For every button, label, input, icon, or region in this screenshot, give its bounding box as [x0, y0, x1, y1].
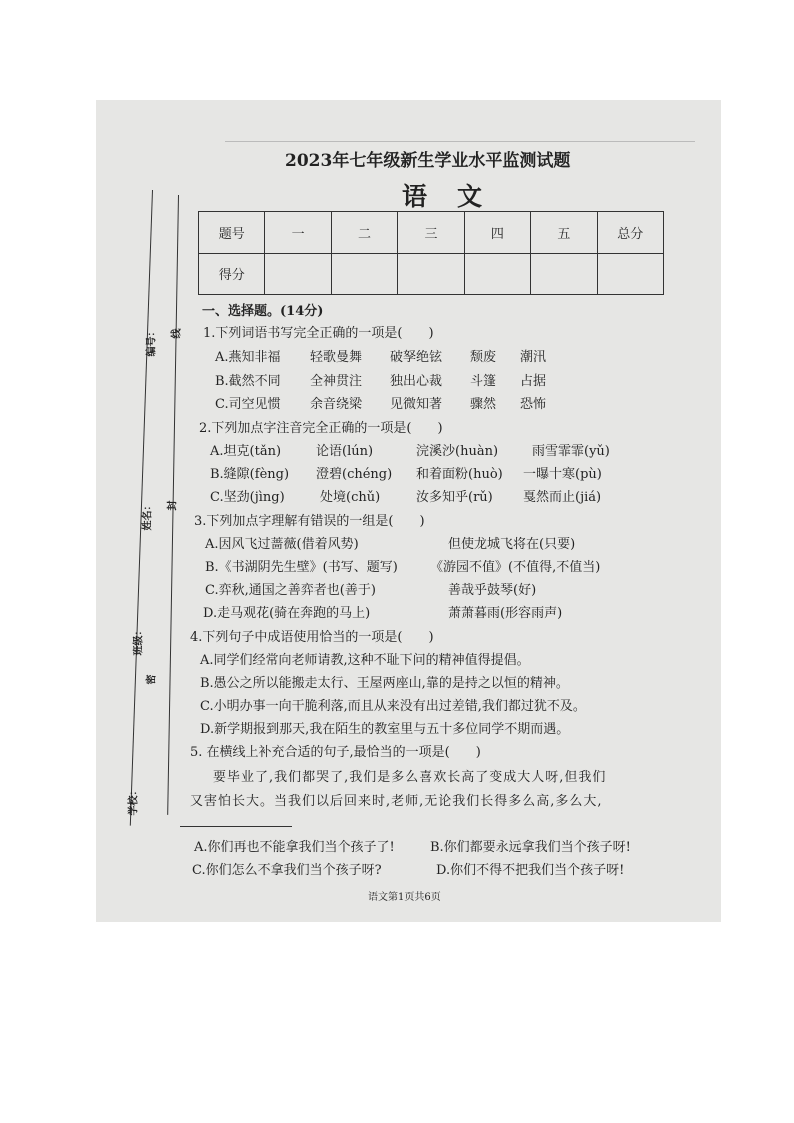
q1-option-a-5: 潮汛: [520, 350, 547, 365]
score-cell-5: 五: [531, 212, 597, 254]
question-3-stem: 3.下列加点字理解有错误的一组是( ): [194, 514, 425, 529]
q5-passage-line-1: 要毕业了,我们都哭了,我们是多么喜欢长高了变成大人呀,但我们: [213, 770, 607, 785]
q2-option-a-4: 雨雪霏霏(yǔ): [532, 444, 610, 459]
score-cell-4: 四: [464, 212, 530, 254]
question-2-stem: 2.下列加点字注音完全正确的一项是( ): [199, 421, 443, 436]
score-blank: [464, 253, 530, 295]
score-blank: [531, 253, 597, 295]
q4-option-d: D.新学期报到那天,我在陌生的教室里与五十多位同学不期而遇。: [200, 722, 570, 737]
score-blank: [398, 253, 464, 295]
q2-option-b-1: B.缝隙(fèng): [210, 467, 290, 482]
q5-option-c: C.你们怎么不拿我们当个孩子呀?: [192, 863, 382, 878]
q3-option-a-1: A.因风飞过蔷薇(借着风势): [205, 537, 359, 552]
name-label: 姓名：: [142, 500, 154, 531]
q3-option-b-1: B.《书湖阴先生壁》(书写、题写): [205, 560, 398, 575]
q1-option-c-4: 骤然: [470, 397, 497, 412]
q1-option-c-2: 余音绕梁: [310, 397, 363, 412]
q1-option-a-1: A.燕知非福: [215, 350, 281, 365]
q1-option-b-1: B.截然不同: [215, 374, 281, 389]
question-4-stem: 4.下列句子中成语使用恰当的一项是( ): [190, 630, 434, 645]
question-5-stem: 5. 在横线上补充合适的句子,最恰当的一项是( ): [190, 745, 481, 760]
q5-option-d: D.你们不得不把我们当个孩子呀!: [436, 863, 625, 878]
question-1-stem: 1.下列词语书写完全正确的一项是( ): [203, 326, 434, 341]
q5-option-a: A.你们再也不能拿我们当个孩子了!: [194, 840, 395, 855]
score-table-score-row: [199, 253, 664, 295]
exam-title: 2023年七年级新生学业水平监测试题: [285, 151, 571, 171]
score-cell-2: 二: [331, 212, 397, 254]
score-blank: [265, 253, 331, 295]
q3-option-d-2: 萧萧暮雨(形容雨声): [448, 606, 563, 621]
exam-number-label: 编号：: [146, 326, 158, 357]
q2-option-c-2: 处境(chǔ): [320, 490, 381, 505]
header-rule: [225, 141, 695, 142]
score-cell-3: 三: [398, 212, 464, 254]
page-number: 语文第1页共6页: [368, 892, 441, 903]
section-heading: 一、选择题。(14分): [202, 304, 324, 319]
q3-option-b-2: 《游园不值》(不值得,不值当): [430, 560, 601, 575]
score-blank: [331, 253, 397, 295]
q2-option-a-2: 论语(lún): [316, 444, 374, 459]
q2-option-a-1: A.坦克(tǎn): [210, 444, 282, 459]
binding-line-char: 线: [171, 328, 183, 339]
q4-option-b: B.愚公之所以能搬走太行、王屋两座山,靠的是持之以恒的精神。: [200, 676, 569, 691]
score-table-header-row: [199, 212, 664, 254]
score-cell-total: 总分: [597, 212, 663, 254]
q1-option-a-3: 破孥绝铉: [390, 350, 443, 365]
q2-option-a-3: 浣溪沙(huàn): [416, 444, 499, 459]
q5-option-b: B.你们都要永远拿我们当个孩子呀!: [430, 840, 631, 855]
score-cell-1: 一: [265, 212, 331, 254]
q1-option-c-3: 见微知著: [390, 397, 443, 412]
q1-option-b-4: 斗篷: [470, 374, 497, 389]
score-blank: [597, 253, 663, 295]
q2-option-b-2: 澄碧(chéng): [316, 467, 393, 482]
q4-option-a: A.同学们经常向老师请教,这种不耻下问的精神值得提倡。: [200, 653, 530, 668]
binding-secret-char: 密: [146, 674, 158, 685]
q1-option-b-3: 独出心裁: [390, 374, 443, 389]
binding-seal-char: 封: [167, 500, 179, 511]
q1-option-a-4: 颓废: [470, 350, 497, 365]
q2-option-c-1: C.坚劲(jìng): [210, 490, 285, 505]
q1-option-a-2: 轻歌曼舞: [310, 350, 363, 365]
q5-answer-blank: [180, 826, 292, 827]
q2-option-c-4: 戛然而止(jiá): [523, 490, 602, 505]
class-label: 班级：: [133, 625, 145, 656]
subject-title: 语文: [402, 182, 513, 211]
q1-option-b-2: 全神贯注: [310, 374, 363, 389]
score-cell-label: 题号: [199, 212, 265, 254]
q3-option-c-1: C.弈秋,通国之善弈者也(善于): [205, 583, 376, 598]
q2-option-c-3: 汝多知乎(rǔ): [416, 490, 493, 505]
q4-option-c: C.小明办事一向干脆利落,而且从来没有出过差错,我们都过犹不及。: [200, 699, 586, 714]
q2-option-b-3: 和着面粉(huò): [416, 467, 503, 482]
q3-option-a-2: 但使龙城飞将在(只要): [448, 537, 576, 552]
q3-option-c-2: 善哉乎鼓琴(好): [448, 583, 537, 598]
q2-option-b-4: 一曝十寒(pù): [523, 467, 602, 482]
q3-option-d-1: D.走马观花(骑在奔跑的马上): [203, 606, 371, 621]
score-row-label: 得分: [199, 253, 265, 295]
q5-passage-line-2: 又害怕长大。当我们以后回来时,老师,无论我们长得多么高,多么大,: [190, 794, 603, 809]
q1-option-c-1: C.司空见惯: [215, 397, 281, 412]
q1-option-b-5: 占据: [520, 374, 547, 389]
score-table: [198, 211, 664, 295]
school-label: 学校：: [128, 785, 140, 816]
q1-option-c-5: 恐怖: [520, 397, 547, 412]
